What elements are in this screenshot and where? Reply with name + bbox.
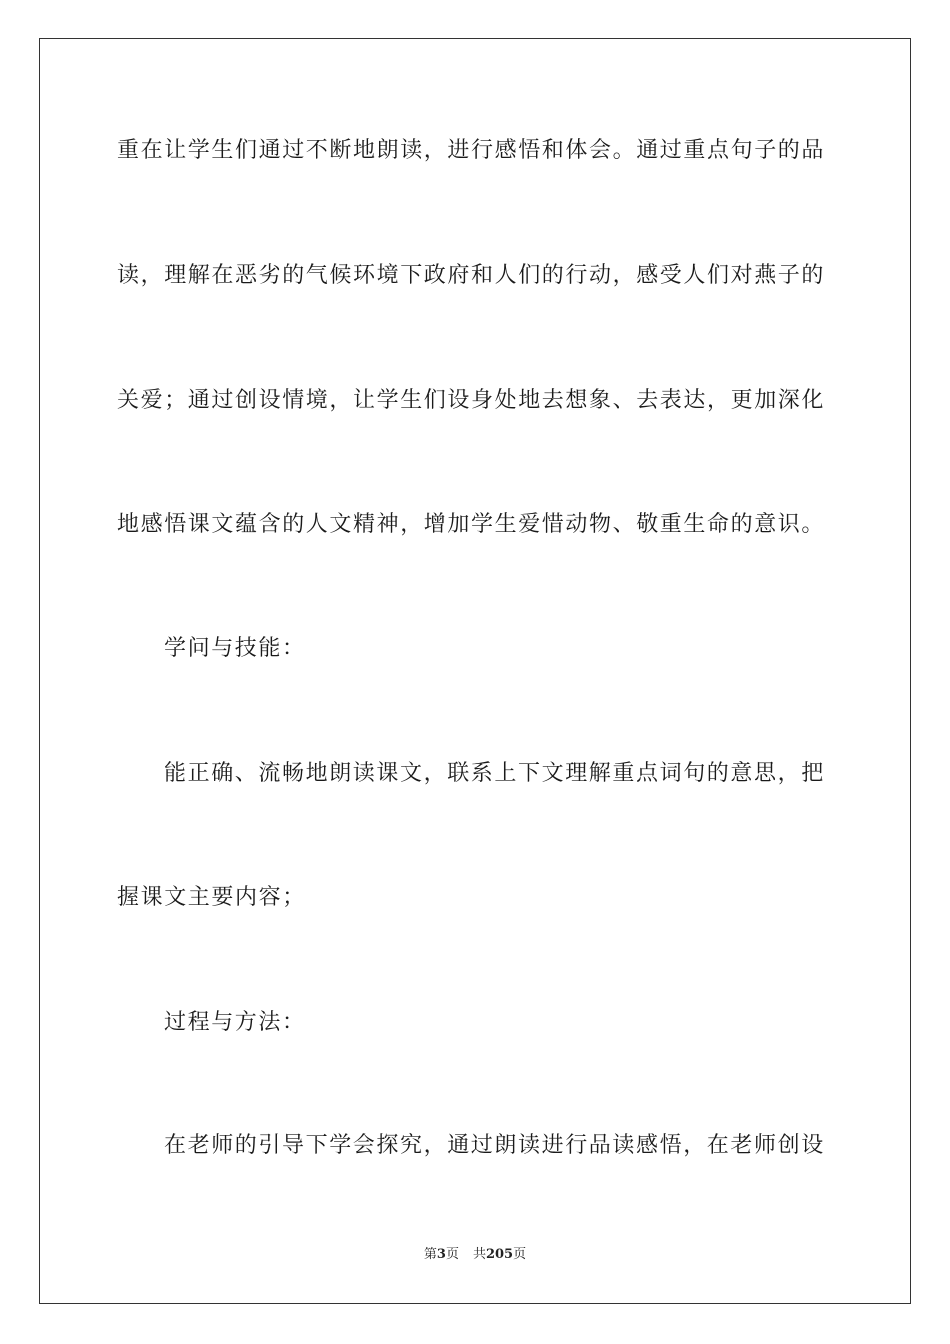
page-number: 3 <box>436 1247 446 1262</box>
page-border <box>39 38 911 1304</box>
body-line-9: 在老师的引导下学会探究，通过朗读进行品读感悟，在老师创设 <box>164 1133 825 1158</box>
body-line-4: 地感悟课文蕴含的人文精神，增加学生爱惜动物、敬重生命的意识。 <box>117 512 826 537</box>
body-line-2: 读，理解在恶劣的气候环境下政府和人们的行动，感受人们对燕子的 <box>117 263 826 288</box>
body-line-7: 握课文主要内容； <box>117 885 306 910</box>
page-prefix: 第 <box>423 1247 437 1262</box>
section-heading-knowledge-skills: 学问与技能： <box>164 636 306 661</box>
total-pages: 205 <box>485 1247 514 1262</box>
total-prefix: 共 <box>472 1247 486 1262</box>
body-line-6: 能正确、流畅地朗读课文，联系上下文理解重点词句的意思，把 <box>164 761 825 786</box>
total-suffix: 页 <box>513 1247 527 1262</box>
body-line-3: 关爱；通过创设情境，让学生们设身处地去想象、去表达，更加深化 <box>117 388 826 413</box>
section-heading-process-method: 过程与方法： <box>164 1010 306 1035</box>
body-line-1: 重在让学生们通过不断地朗读，进行感悟和体会。通过重点句子的品 <box>117 138 826 163</box>
page-footer <box>0 1246 950 1264</box>
page-suffix: 页 <box>445 1247 459 1262</box>
